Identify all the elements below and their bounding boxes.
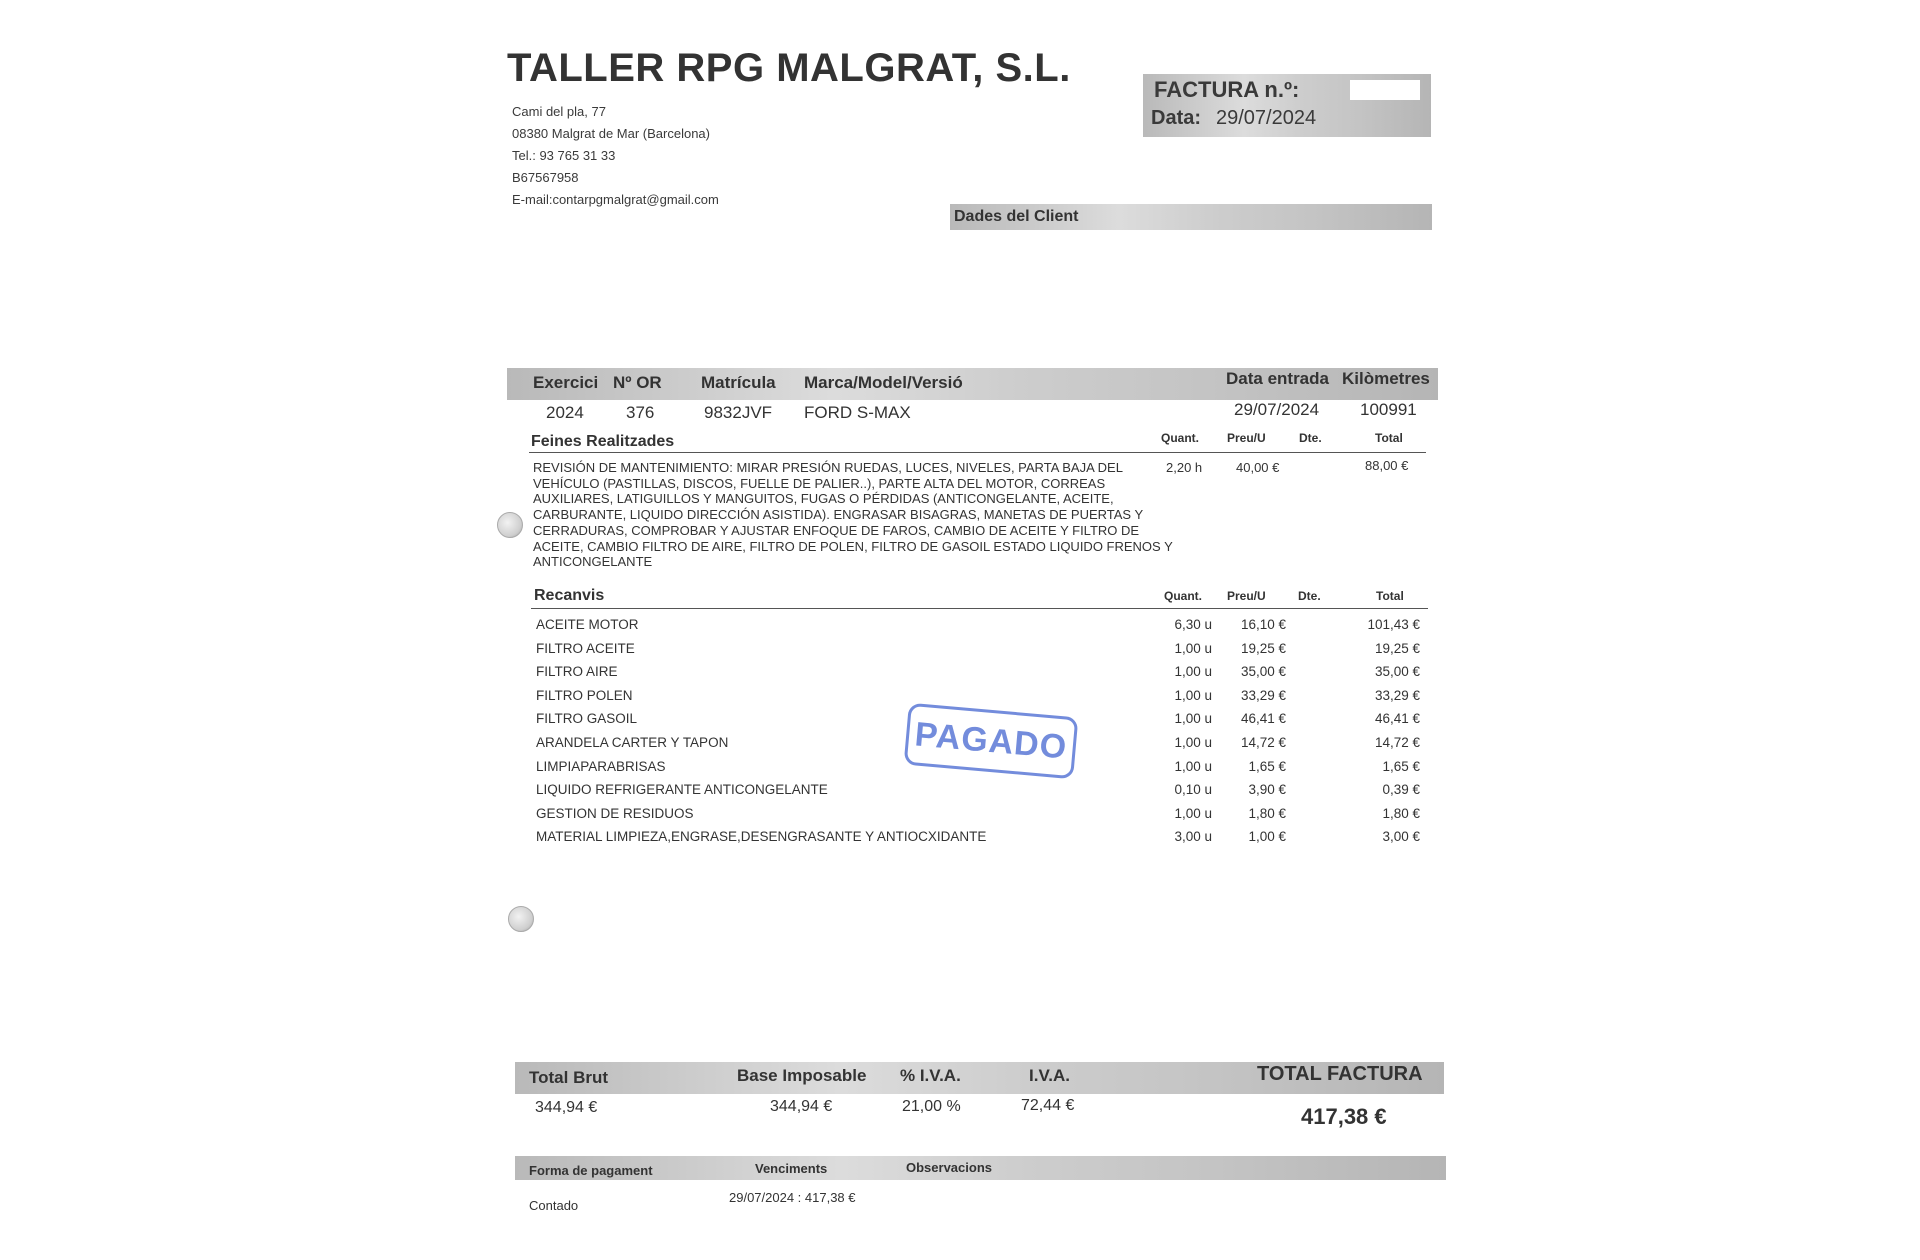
part-row xyxy=(0,641,1920,664)
invoice-number-redacted xyxy=(1350,80,1420,100)
part-name: FILTRO POLEN xyxy=(536,687,633,703)
parts-section-title: Recanvis xyxy=(534,587,605,604)
part-name: ACEITE MOTOR xyxy=(536,617,639,632)
works-col-dte: Dte. xyxy=(1299,431,1322,445)
works-section-title: Feines Realitzades xyxy=(531,433,675,450)
totals-header-total: TOTAL FACTURA xyxy=(1257,1063,1423,1085)
part-total: 33,29 € xyxy=(1374,687,1420,703)
payment-header-observacions: Observacions xyxy=(906,1160,992,1175)
header-exercici: Exercici xyxy=(533,373,599,392)
part-row xyxy=(0,806,1920,829)
part-name: ARANDELA CARTER Y TAPON xyxy=(536,735,729,750)
part-preu: 1,65 € xyxy=(1248,758,1286,774)
part-quant: 1,00 u xyxy=(1174,805,1212,821)
parts-col-preu: Preu/U xyxy=(1227,589,1266,603)
invoice-number-label: FACTURA n.º: xyxy=(1154,77,1300,102)
payment-venciments: 29/07/2024 : 417,38 € xyxy=(729,1190,856,1205)
part-preu: 35,00 € xyxy=(1240,664,1286,680)
part-row xyxy=(0,782,1920,805)
totals-brut: 344,94 € xyxy=(535,1099,598,1116)
works-divider xyxy=(529,452,1426,453)
invoice-total-amount: 417,38 € xyxy=(1301,1104,1387,1129)
part-preu: 33,29 € xyxy=(1240,687,1286,703)
totals-base: 344,94 € xyxy=(770,1098,833,1115)
part-total: 46,41 € xyxy=(1374,711,1420,727)
part-name: MATERIAL LIMPIEZA,ENGRASE,DESENGRASANTE Y ANTIOCXIDANTE xyxy=(536,829,987,845)
header-marca: Marca/Model/Versió xyxy=(804,373,963,392)
works-col-quant: Quant. xyxy=(1161,431,1199,445)
works-col-total: Total xyxy=(1375,431,1403,445)
parts-col-dte: Dte. xyxy=(1298,589,1321,603)
part-quant: 1,00 u xyxy=(1174,758,1212,774)
part-name: LIMPIAPARABRISAS xyxy=(536,758,666,774)
value-km: 100991 xyxy=(1360,400,1417,419)
works-quant: 2,20 h xyxy=(1166,460,1203,475)
value-exercici: 2024 xyxy=(546,403,584,422)
part-name: FILTRO GASOIL xyxy=(536,711,638,727)
company-name: TALLER RPG MALGRAT, S.L. xyxy=(507,46,1071,90)
works-col-preu: Preu/U xyxy=(1227,431,1266,445)
part-name: FILTRO AIRE xyxy=(536,664,618,680)
payment-header-forma: Forma de pagament xyxy=(529,1163,653,1178)
parts-divider xyxy=(531,608,1428,609)
paid-stamp: PAGADO xyxy=(904,703,1079,780)
part-row xyxy=(0,829,1920,852)
works-description: REVISIÓN DE MANTENIMIENTO: MIRAR PRESIÓN RUEDAS, LUCES, NIVELES, PARTA BAJA DEL VEHÍCULO (PASTILLAS, DISCOS, FUELLE DE PALIER..), PARTE ALTA DEL MOTOR, CORREAS AUXILIARES, LATIGUILLOS Y MANGUITOS, FUGAS O PÉRDIDAS (ANTICONGELANTE, ACEITE, CARBURANTE, LIQUIDO DIRECCIÓN ASISTIDA). ENGRASAR BISAGRAS, MANETAS DE PUERTAS Y CERRADURAS, COMPROBAR Y AJUSTAR ENFOQUE DE FAROS, CAMBIO DE ACEITE Y FILTRO DE ACEITE, CAMBIO FILTRO DE AIRE, FILTRO DE POLEN, FILTRO DE GASOIL ESTADO LIQUIDO FRENOS Y ANTICONGELANTE xyxy=(533,460,1173,570)
punch-hole xyxy=(508,906,534,932)
part-preu: 3,90 € xyxy=(1248,782,1286,798)
company-address: Cami del pla, 77 xyxy=(512,104,606,119)
punch-hole xyxy=(497,512,523,538)
value-or: 376 xyxy=(626,403,655,422)
part-quant: 1,00 u xyxy=(1174,687,1212,703)
totals-iva: 72,44 € xyxy=(1021,1097,1075,1114)
company-city: 08380 Malgrat de Mar (Barcelona) xyxy=(512,126,710,141)
works-total: 88,00 € xyxy=(1365,458,1409,473)
company-phone: Tel.: 93 765 31 33 xyxy=(512,148,616,163)
part-total: 19,25 € xyxy=(1374,640,1420,656)
part-preu: 1,00 € xyxy=(1248,829,1286,845)
part-row xyxy=(0,664,1920,687)
part-total: 1,65 € xyxy=(1382,758,1420,774)
part-total: 101,43 € xyxy=(1367,617,1420,632)
company-email: E-mail:contarpgmalgrat@gmail.com xyxy=(512,192,719,207)
part-quant: 3,00 u xyxy=(1174,829,1212,845)
part-preu: 16,10 € xyxy=(1240,617,1286,632)
part-quant: 1,00 u xyxy=(1174,711,1212,727)
part-quant: 1,00 u xyxy=(1174,640,1212,656)
part-name: LIQUIDO REFRIGERANTE ANTICONGELANTE xyxy=(536,782,828,798)
part-preu: 19,25 € xyxy=(1240,640,1286,656)
part-total: 14,72 € xyxy=(1374,735,1420,750)
invoice-date: 29/07/2024 xyxy=(1216,107,1317,129)
totals-header-base: Base Imposable xyxy=(737,1066,867,1085)
part-row xyxy=(0,617,1920,640)
part-name: FILTRO ACEITE xyxy=(536,640,635,656)
parts-col-total: Total xyxy=(1376,589,1404,603)
part-total: 1,80 € xyxy=(1382,805,1420,821)
part-quant: 1,00 u xyxy=(1174,664,1212,680)
works-preu: 40,00 € xyxy=(1236,460,1280,475)
payment-header-venciments: Venciments xyxy=(755,1161,828,1176)
header-matricula: Matrícula xyxy=(701,373,776,392)
part-quant: 0,10 u xyxy=(1174,782,1212,798)
part-quant: 6,30 u xyxy=(1174,617,1212,632)
value-data-entrada: 29/07/2024 xyxy=(1234,400,1320,419)
header-km: Kilòmetres xyxy=(1342,369,1430,388)
part-preu: 46,41 € xyxy=(1240,711,1286,727)
value-matricula: 9832JVF xyxy=(704,403,773,422)
totals-header-iva-pct: % I.V.A. xyxy=(900,1066,961,1085)
invoice-date-label: Data: xyxy=(1151,107,1202,129)
part-quant: 1,00 u xyxy=(1174,735,1212,750)
part-preu: 14,72 € xyxy=(1240,735,1286,750)
part-preu: 1,80 € xyxy=(1248,805,1286,821)
part-total: 35,00 € xyxy=(1374,664,1420,680)
header-or: Nº OR xyxy=(613,373,662,392)
header-data-entrada: Data entrada xyxy=(1226,369,1329,388)
client-section-label: Dades del Client xyxy=(954,208,1079,225)
value-marca: FORD S-MAX xyxy=(804,403,911,422)
part-total: 0,39 € xyxy=(1382,782,1420,798)
totals-iva-pct: 21,00 % xyxy=(902,1098,961,1115)
totals-header-brut: Total Brut xyxy=(529,1068,609,1087)
parts-col-quant: Quant. xyxy=(1164,589,1202,603)
part-total: 3,00 € xyxy=(1382,829,1420,845)
totals-header-iva: I.V.A. xyxy=(1029,1066,1070,1085)
company-tax-id: B67567958 xyxy=(512,170,579,185)
payment-forma: Contado xyxy=(529,1198,579,1213)
part-name: GESTION DE RESIDUOS xyxy=(536,805,694,821)
